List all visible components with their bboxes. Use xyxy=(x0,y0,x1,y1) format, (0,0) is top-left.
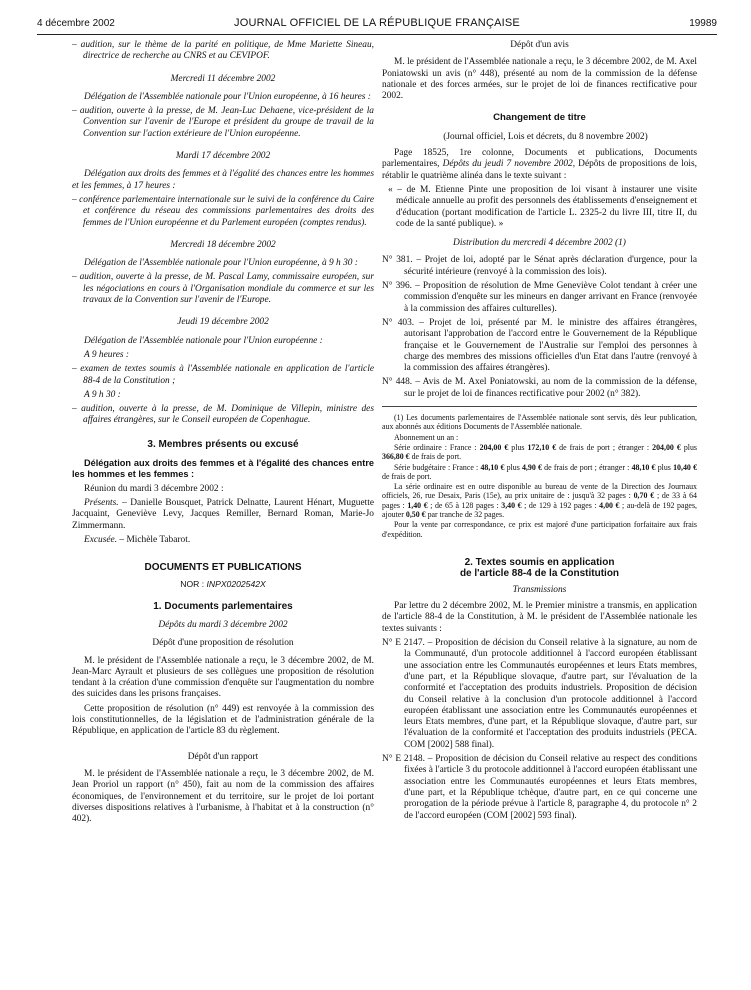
footnotes xyxy=(382,406,697,539)
date-heading: Mercredi 18 décembre 2002 xyxy=(170,239,276,250)
right-column xyxy=(382,40,697,825)
price: 0,70 € xyxy=(633,491,655,501)
footnote: (1) Les documents parlementaires de l'Assemblée nationale sont servis, dès leur publication, aux abonnés aux éditions Documents de l'Assemblée nationale. xyxy=(382,413,697,432)
document-item: N° 403. – Projet de loi, présenté par M. le ministre des affaires étrangères, autorisant l'approbation de l'accord entre le Gouvernement de la République française et le Gouvernement de l'Australie sur l'emploi des personnes à charge des membres des missions officielles d'un Etat dans l'autre (renvoyé à la commission des affaires étrangères). xyxy=(382,317,697,374)
nor-label: NOR : xyxy=(180,579,207,590)
text-run: plus xyxy=(680,442,697,452)
text-run: par tranche de 32 pages. xyxy=(425,509,505,519)
agenda-item: – audition, ouverte à la presse, de M. Pascal Lamy, commissaire européen, sur les négociations en cours à l'Organisation mondiale du commerce et sur les travaux de la Convention sur l'avenir de l'Europe. xyxy=(72,272,374,306)
price: 48,10 € xyxy=(480,462,505,472)
delegation-heading: Délégation aux droits des femmes et à l'égalité des chances entre les hommes et les femmes : xyxy=(72,458,374,480)
section-heading: Changement de titre xyxy=(493,112,586,124)
text-run: La série ordinaire est en outre disponible au bureau de vente de la Direction des Journaux officiels, 26, rue Desaix, Paris (15e), au prix unitaire de : jusqu'à 32 pages : xyxy=(382,482,697,501)
text-run: de frais de port. xyxy=(382,471,432,481)
price: 366,80 € xyxy=(382,452,410,462)
footnote: Pour la vente par correspondance, ce prix est majoré d'une participation forfaitaire aux frais d'expédition. xyxy=(382,520,697,539)
document-item: N° 381. – Projet de loi, adopté par le Sénat après déclaration d'urgence, pour la sécurité intérieure (renvoyé à la commission des lois). xyxy=(382,255,697,277)
attendees-excused xyxy=(72,535,374,546)
text-run: ; au-delà de 192 pages, ajouter xyxy=(382,500,697,519)
subheading: Dépôt d'un avis xyxy=(510,40,569,50)
presents-label: Présents. xyxy=(84,497,119,508)
text-run: ; de 33 à 64 pages : xyxy=(382,491,697,510)
date-heading: Mercredi 11 décembre 2002 xyxy=(170,73,276,84)
excusee-label: Excusée. xyxy=(84,534,118,545)
text-run: plus xyxy=(508,442,528,452)
paragraph: M. le président de l'Assemblée nationale a reçu, le 3 décembre 2002, de M. Axel Poniatowski un avis (n° 448), présenté au nom de la commission de la défense nationale et des forces armées, sur le projet de loi de finances rectificative pour 2002. xyxy=(382,57,697,102)
text-run: de frais de port ; étranger : xyxy=(541,462,632,472)
paragraph: M. le président de l'Assemblée nationale a reçu, le 3 décembre 2002, de M. Jean Proriol un rapport (n° 450), fait au nom de la commission des affaires économiques, de l'environnement et du territoire, sur le projet de loi portant diverses dispositions relatives à l'urbanisme, à l'habitat et à la construction (n° 402). xyxy=(72,768,374,825)
date-heading: Jeudi 19 décembre 2002 xyxy=(177,317,269,328)
agenda-time: A 9 heures : xyxy=(84,349,130,360)
meeting-date: Réunion du mardi 3 décembre 2002 : xyxy=(84,483,224,494)
agenda-item: – conférence parlementaire internationale sur le suivi de la conférence du Caire et conférence du réseau des commissions parlementaires des droits des femmes de l'Union européenne et du Parlement européen (comptes rendus). xyxy=(72,194,374,228)
agenda-intro: Délégation de l'Assemblée nationale pour l'Union européenne : xyxy=(84,335,323,346)
subheading: Dépôt d'un rapport xyxy=(187,751,259,762)
subheading: (Journal officiel, Lois et décrets, du 8 novembre 2002) xyxy=(443,131,648,142)
nor-value: INPX0202542X xyxy=(206,579,266,590)
section-heading: 3. Membres présents ou excusé xyxy=(147,438,299,450)
text-run: Dépôts du jeudi 7 novembre 2002, xyxy=(442,159,576,170)
price: 204,00 € xyxy=(652,442,681,452)
date-heading: Mardi 17 décembre 2002 xyxy=(175,151,271,162)
price: 204,00 € xyxy=(479,442,509,452)
agenda-time: A 9 h 30 : xyxy=(84,389,121,400)
price: 1,40 € xyxy=(407,500,428,510)
presents-list: – Danielle Bousquet, Patrick Delnatte, Laurent Hénart, Muguette Jacquaint, Geneviève Levy, Jacques Remiller, Bernard Roman, Marie-Jo Zimmermann. xyxy=(72,497,374,531)
subheading: Transmissions xyxy=(512,584,567,595)
header-journal-title: JOURNAL OFFICIEL DE LA RÉPUBLIQUE FRANÇAISE xyxy=(234,17,520,29)
text-run: ; de 129 à 192 pages : xyxy=(521,500,600,510)
document-item: N° 448. – Avis de M. Axel Poniatowski, au nom de la commission de la défense, sur le projet de loi de finances rectificative pour 2002 (n° 382). xyxy=(382,377,697,399)
text-run: de frais de port. xyxy=(409,452,462,462)
header-page-number: 19989 xyxy=(689,18,717,29)
footnote-price xyxy=(382,482,697,519)
left-column xyxy=(72,40,374,828)
heading-line: 2. Textes soumis en application xyxy=(464,556,615,568)
subheading: Dépôt d'une proposition de résolution xyxy=(152,638,294,649)
nor-reference xyxy=(72,579,374,590)
agenda-item: – audition, ouverte à la presse, de M. Jean-Luc Dehaene, vice-président de la Convention sur l'avenir de l'Europe et président du groupe de travail de la Convention sur l'action extérieure de l'Union européenne. xyxy=(72,106,374,139)
section-heading-documents: DOCUMENTS ET PUBLICATIONS xyxy=(144,562,302,574)
page-header xyxy=(37,16,717,35)
text-run: Dépôts de propositions de lois, rétablir le quatrième alinéa dans le texte suivant : xyxy=(382,159,697,181)
eu-text-item: N° E 2148. – Proposition de décision du Conseil relative au respect des conditions fixées à l'article 3 du protocole additionnel à l'accord européen établissant une association entre les Communautés européennes et leurs Etats membres, d'une part, et la République tchèque, d'autre part, en ce qui concerne une prorogation de la période prévue à l'article 8, paragraphe 4, du protocole n° 2 de l'accord européen (COM [2002] 593 final). xyxy=(382,754,697,821)
attendees-present xyxy=(72,498,374,532)
footnote-price xyxy=(382,443,697,462)
agenda-item: – audition, sur le thème de la parité en politique, de Mme Mariette Sineau, directrice de recherche au CNRS et au CEVIPOF. xyxy=(72,40,374,62)
text-run: plus xyxy=(655,462,674,472)
section-heading xyxy=(382,557,697,579)
paragraph: Cette proposition de résolution (n° 449) est renvoyée à la commission des lois constitutionnelles, de la législation et de l'administration générale de la République, en application de l'article 83 du règlement. xyxy=(72,703,374,737)
text-run: Page 18525, 1re colonne, Documents et publications, Documents parlementaires, xyxy=(382,148,697,170)
document-item: N° 396. – Proposition de résolution de Mme Geneviève Colot tendant à créer une commission d'enquête sur les mineurs en danger arrivant en France (renvoyée à la commission des affaires culturelles). xyxy=(382,281,697,314)
paragraph: M. le président de l'Assemblée nationale a reçu, le 3 décembre 2002, de M. Jean-Marc Ayrault et plusieurs de ses collègues une proposition de résolution tendant à la création d'une commission d'enquête sur l'augmentation du nombre des suicides dans les prisons françaises. xyxy=(72,655,374,700)
text-run: de frais de port ; étranger : xyxy=(556,442,653,452)
paragraph xyxy=(382,148,697,182)
text-run: ; de 65 à 128 pages : xyxy=(427,500,502,510)
footnote: Abonnement un an : xyxy=(394,432,459,442)
price: 4,90 € xyxy=(521,462,542,472)
subheading: Distribution du mercredi 4 décembre 2002 (1) xyxy=(453,238,626,249)
quoted-paragraph: « – de M. Etienne Pinte une proposition de loi visant à instaurer une visite médicale annuelle au profit des personnels des établissements d'enseignement et d'éducation (portant modification de l'article L. 2325-2 du livre III, titre II, du code de la santé publique). » xyxy=(388,184,697,229)
footnote-price xyxy=(382,463,697,482)
text-run: plus xyxy=(504,462,522,472)
agenda-intro: Délégation aux droits des femmes et à l'égalité des chances entre les hommes et les femmes, à 17 heures : xyxy=(72,169,374,191)
price: 48,10 € xyxy=(631,462,656,472)
agenda-item: – audition, ouverte à la presse, de M. Dominique de Villepin, ministre des affaires étrangères, sur le Conseil européen de Copenhague. xyxy=(72,404,374,426)
text-run: Série budgétaire : France : xyxy=(394,462,481,472)
text-run: Série ordinaire : France : xyxy=(394,442,480,452)
eu-text-item: N° E 2147. – Proposition de décision du Conseil relative à la signature, au nom de la Communauté, d'un protocole additionnel à l'accord européen établissant une association entre les Communautés européennes et leurs Etats membres, d'une part, et la République slovaque, d'autre part, sur l'évaluation de la conformité et l'acceptation des produits industriels. Proposition de décision du Conseil relative à la conclusion d'un protocole additionnel à l'accord européen établissant une association entre les Communautés européennes et leurs Etats membres, d'une part, et la République slovaque, d'autre part, sur l'évaluation de la conformité et l'acceptation des produits industriels (PECA. COM [2002] 588 final). xyxy=(382,638,697,750)
price: 3,40 € xyxy=(501,500,522,510)
agenda-intro: Délégation de l'Assemblée nationale pour l'Union européenne, à 9 h 30 : xyxy=(84,258,358,269)
price: 172,10 € xyxy=(527,442,557,452)
excusee-list: – Michèle Tabarot. xyxy=(117,534,191,545)
price: 0,50 € xyxy=(405,509,426,519)
subheading: Dépôts du mardi 3 décembre 2002 xyxy=(158,619,288,630)
agenda-intro: Délégation de l'Assemblée nationale pour l'Union européenne, à 16 heures : xyxy=(84,91,371,102)
price: 4,00 € xyxy=(599,500,620,510)
price: 10,40 € xyxy=(673,462,698,472)
heading-line: de l'article 88-4 de la Constitution xyxy=(459,567,620,579)
section-heading: 1. Documents parlementaires xyxy=(153,600,293,612)
paragraph: Par lettre du 2 décembre 2002, M. le Premier ministre a transmis, en application de l'article 88-4 de la Constitution, à M. le président de l'Assemblée nationale les textes suivants : xyxy=(382,601,697,634)
header-date: 4 décembre 2002 xyxy=(37,18,115,29)
agenda-item: – examen de textes soumis à l'Assemblée nationale en application de l'article 88-4 de la Constitution ; xyxy=(72,364,374,386)
